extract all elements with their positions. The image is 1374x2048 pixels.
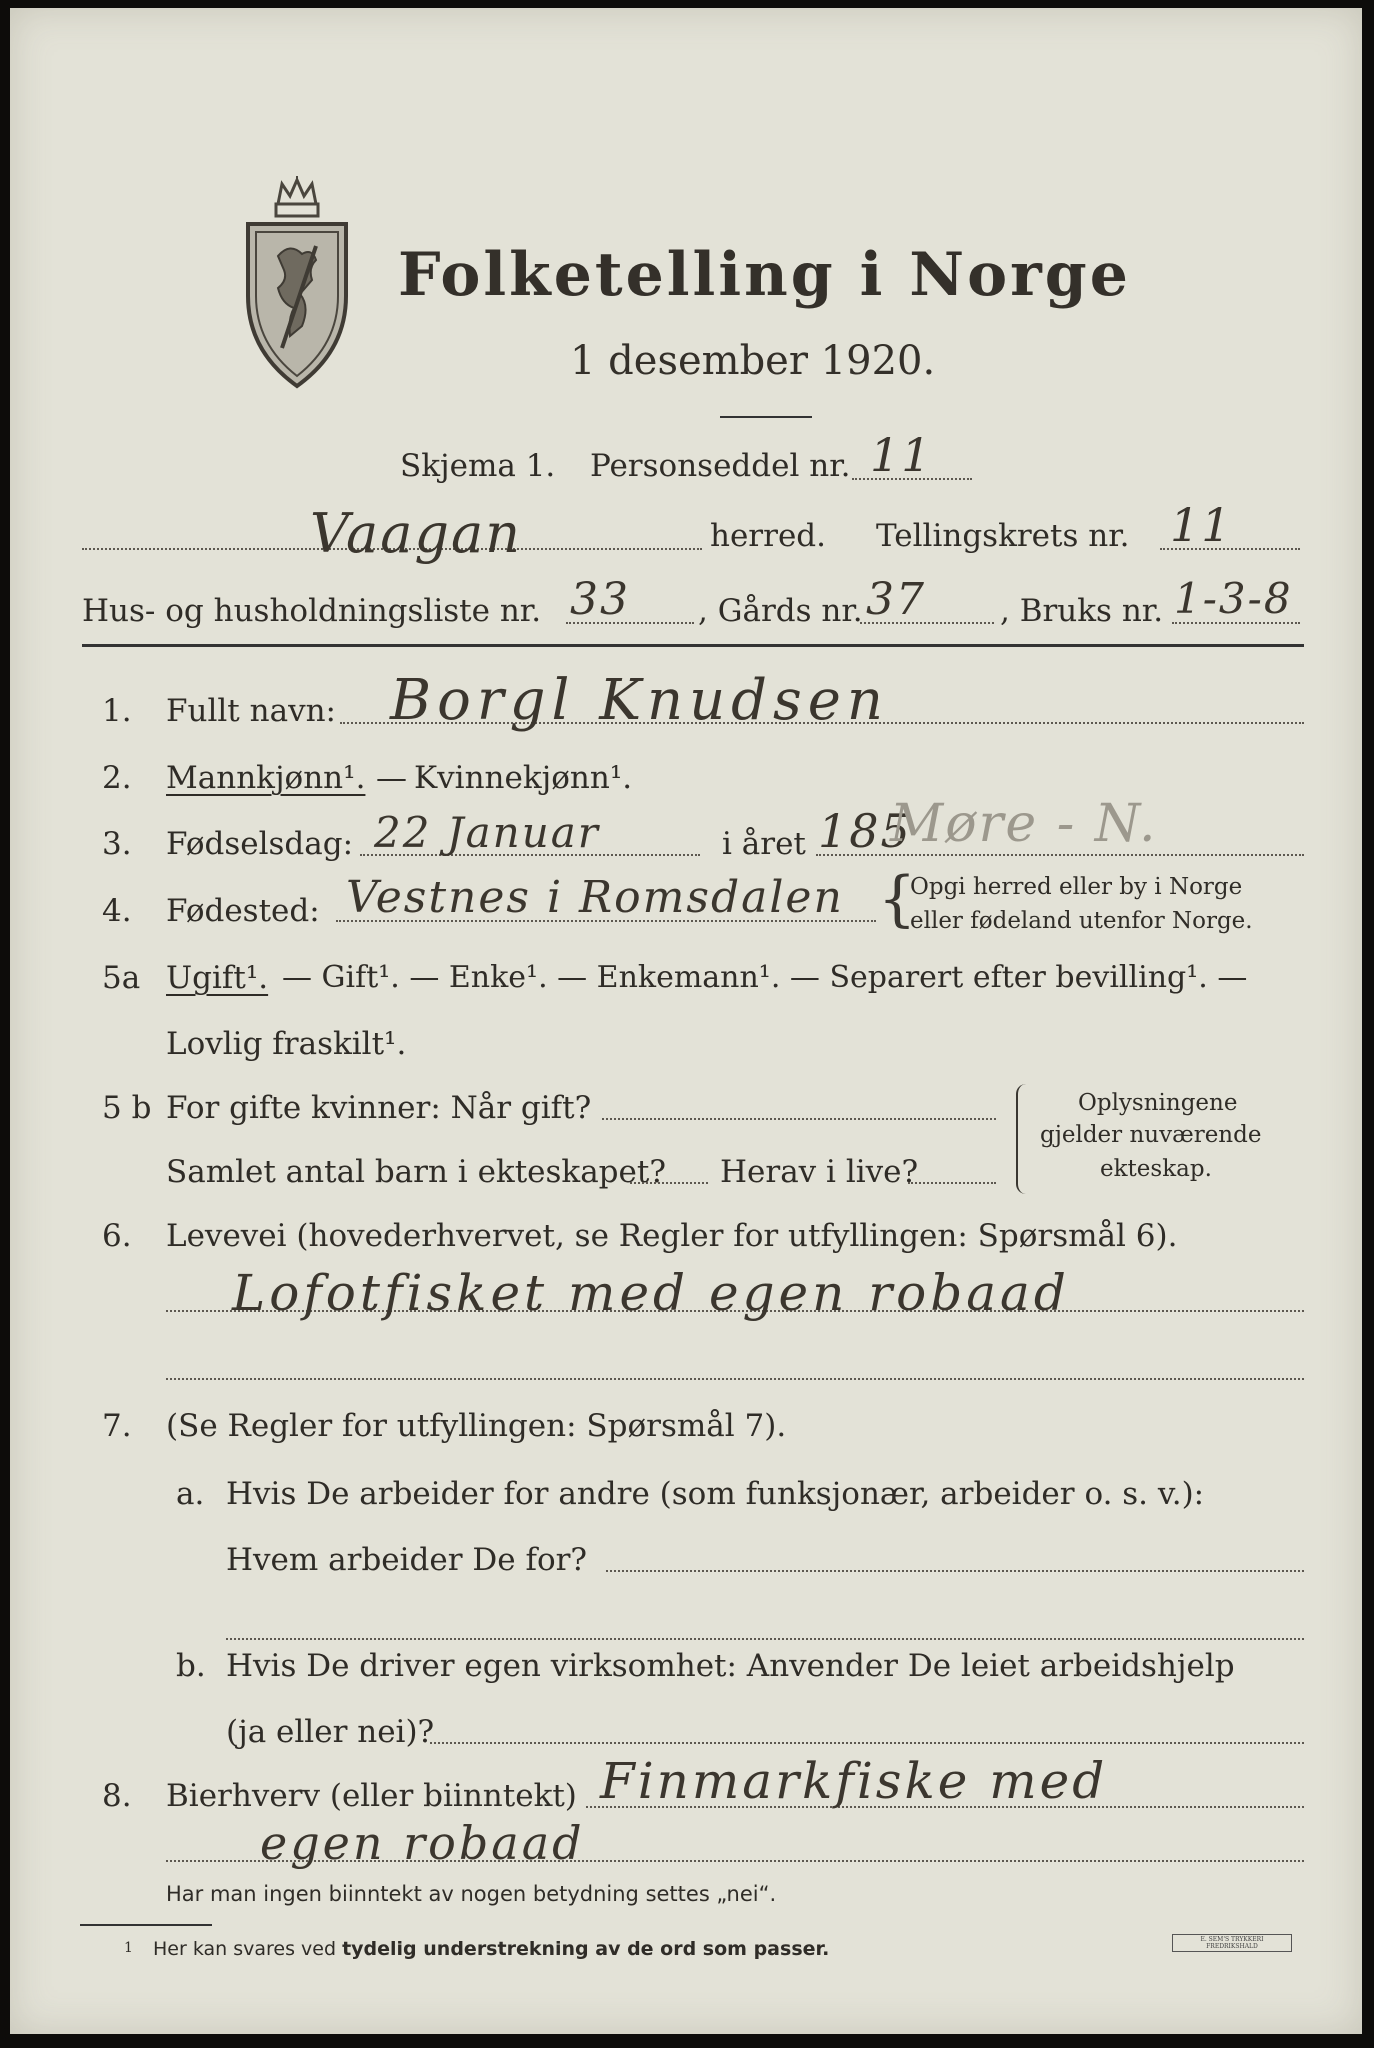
personseddel-value: 11 xyxy=(870,428,933,482)
birthplace-value: Vestnes i Romsdalen xyxy=(346,872,844,923)
side-income-note: Har man ingen biinntekt av nogen betydning settes „nei“. xyxy=(166,1882,777,1906)
birthplace-label: Fødested: xyxy=(166,893,320,929)
q6-number: 6. xyxy=(102,1218,132,1254)
printer-line-2: FREDRIKSHALD xyxy=(1206,1943,1258,1950)
children-alive-label: Herav i live? xyxy=(720,1154,919,1190)
birth-year-value: 185 xyxy=(818,804,912,858)
occupation-value: Lofotfisket med egen robaad xyxy=(232,1264,1070,1322)
gards-label: , Gårds nr. xyxy=(698,593,863,629)
census-form-page xyxy=(10,8,1362,2034)
q7b-letter: b. xyxy=(176,1648,206,1684)
q5b-note-2: gjelder nuværende xyxy=(1040,1122,1262,1148)
birthplace-hint-1: Opgi herred eller by i Norge xyxy=(910,874,1243,900)
footnote-mark: 1 xyxy=(124,1940,133,1956)
footnote-divider xyxy=(80,1924,212,1926)
hus-value: 33 xyxy=(570,574,630,625)
children-count-label: Samlet antal barn i ekteskapet? xyxy=(166,1154,666,1190)
married-when-label: For gifte kvinner: Når gift? xyxy=(166,1090,592,1126)
tellingskrets-label: Tellingskrets nr. xyxy=(876,518,1130,554)
region-annotation: Møre - N. xyxy=(890,794,1158,854)
hired-help-label: (ja eller nei)? xyxy=(226,1714,435,1750)
q1-number: 1. xyxy=(102,693,132,729)
q5b-number: 5 b xyxy=(102,1090,152,1126)
birthday-value: 22 Januar xyxy=(374,808,600,857)
employer-label: Hvem arbeider De for? xyxy=(226,1542,588,1578)
bruks-value: 1-3-8 xyxy=(1174,574,1293,623)
skjema-label: Skjema 1. xyxy=(400,448,556,484)
birthplace-hint-2: eller fødeland utenfor Norge. xyxy=(910,908,1253,934)
q7-number: 7. xyxy=(102,1408,132,1444)
tellingskrets-value: 11 xyxy=(1170,498,1233,552)
personseddel-label: Personseddel nr. xyxy=(590,448,851,484)
bruks-label: , Bruks nr. xyxy=(1000,593,1164,629)
footnote-text-plain: Her kan svares ved xyxy=(153,1938,337,1960)
birthplace-brace: { xyxy=(878,864,917,934)
q5b-note-1: Oplysningene xyxy=(1078,1090,1238,1116)
herred-label: herred. xyxy=(710,518,826,554)
q2-number: 2. xyxy=(102,760,132,796)
q7a-letter: a. xyxy=(176,1476,205,1512)
q5b-note-3: ekteskap. xyxy=(1100,1156,1212,1182)
unmarried-option: Ugift¹. xyxy=(166,960,269,996)
full-name-value: Borgl Knudsen xyxy=(390,668,889,733)
side-income-value-1: Finmarkfiske med xyxy=(600,1752,1108,1810)
header-divider xyxy=(82,644,1304,647)
printer-line-1: E. SEM'S TRYKKERI xyxy=(1200,1936,1264,1943)
female-option: Kvinnekjønn¹. xyxy=(414,760,633,796)
footnote-text-bold: tydelig understrekning av de ord som passer. xyxy=(342,1938,830,1960)
birthday-label: Fødselsdag: xyxy=(166,826,354,862)
herred-value: Vaagan xyxy=(310,502,522,565)
footnote-text xyxy=(153,1938,829,1960)
birth-year-label: i året xyxy=(722,826,806,862)
side-income-label: Bierhverv (eller biinntekt) xyxy=(166,1778,577,1814)
full-name-label: Fullt navn: xyxy=(166,693,336,729)
male-option: Mannkjønn¹. xyxy=(166,760,366,796)
occupation-label: Levevei (hovederhvervet, se Regler for utfyllingen: Spørsmål 6). xyxy=(166,1218,1178,1254)
divorced-option: Lovlig fraskilt¹. xyxy=(166,1026,407,1062)
gender-separator: — xyxy=(376,760,407,796)
hus-label: Hus- og husholdningsliste nr. xyxy=(82,593,542,629)
gards-value: 37 xyxy=(866,574,926,625)
q5b-bracket xyxy=(1016,1084,1026,1194)
q5a-number: 5a xyxy=(102,960,141,996)
marital-options: — Gift¹. — Enke¹. — Enkemann¹. — Separert efter bevilling¹. — xyxy=(282,960,1248,995)
q8-number: 8. xyxy=(102,1778,132,1814)
q7b-question: Hvis De driver egen virksomhet: Anvender De leiet arbeidshjelp xyxy=(226,1648,1235,1684)
q3-number: 3. xyxy=(102,826,132,862)
census-date: 1 desember 1920. xyxy=(570,338,936,384)
q7-label: (Se Regler for utfyllingen: Spørsmål 7). xyxy=(166,1408,787,1444)
q7a-question: Hvis De arbeider for andre (som funksjonær, arbeider o. s. v.): xyxy=(226,1476,1205,1512)
title-divider xyxy=(720,416,812,418)
printer-stamp xyxy=(1172,1934,1292,1952)
q4-number: 4. xyxy=(102,893,132,929)
form-title: Folketelling i Norge xyxy=(398,240,1131,310)
norway-coat-of-arms-icon xyxy=(238,176,356,396)
side-income-value-2: egen robaad xyxy=(260,1816,585,1870)
